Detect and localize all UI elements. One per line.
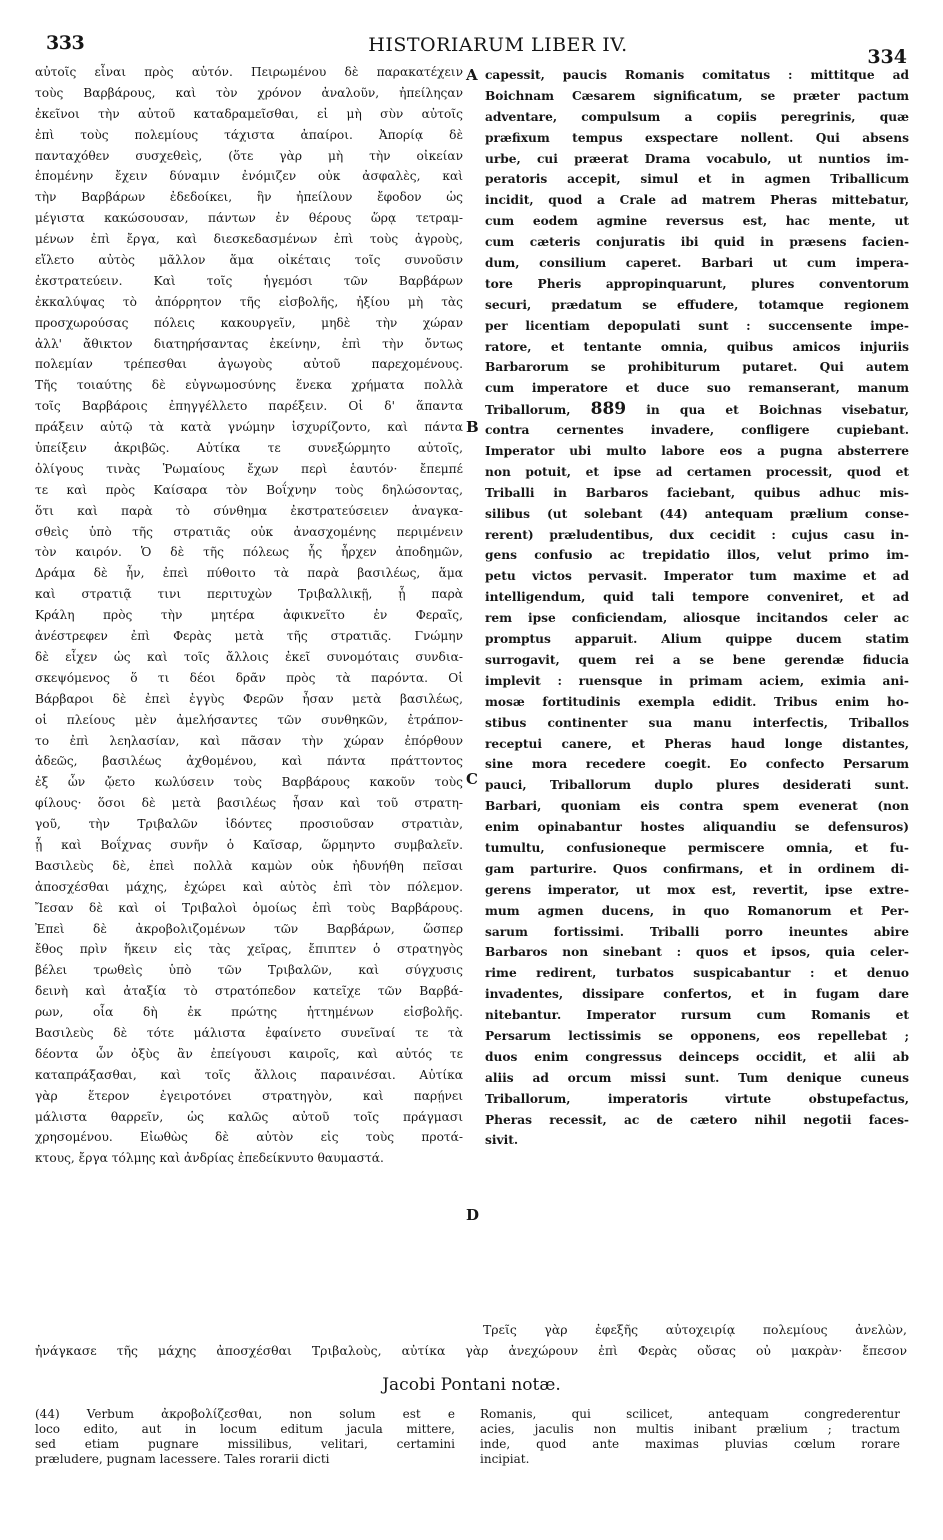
- greek-text-line: εἵλετο αὐτὸς μᾶλλον ἅμα οἰκέταις τοῖς συνοῦσιν: [35, 253, 463, 268]
- latin-column: [485, 65, 909, 1151]
- greek-text-line: ρων, οἷα δὴ ἐκ πρώτης ἡττημένων εἰσβολῆς.: [35, 1005, 463, 1020]
- greek-text-line: δέοντα ὧν ὀξὺς ἂν ἐπείγουσι καιροῖς, καὶ αὐτός τε: [35, 1046, 463, 1061]
- margin-letter-c: C: [466, 770, 478, 788]
- latin-text-line: invadentes, dissipare confertos, et in fugam dare: [485, 987, 909, 1002]
- latin-text-line: duos enim congressus deinceps occidit, et alii ab: [485, 1049, 909, 1064]
- footnote-line: incipiat.: [480, 1451, 530, 1466]
- latin-text-line: intelligendum, quid tali tempore conveniret, et ad: [485, 590, 909, 605]
- greek-text-line: χρησομένου. Εἰωθὼς δὲ αὐτὸν εἰς τοὺς προτά-: [35, 1130, 463, 1145]
- margin-letter-b: B: [466, 418, 479, 436]
- latin-text-line: cum eodem agmine reversus est, hac mente, ut: [485, 214, 909, 229]
- latin-text-line: mum agmen ducens, in quo Romanorum et Per-: [485, 903, 909, 918]
- greek-text-line: πανταχόθεν συσχεθεὶς, (ὅτε γὰρ μὴ τὴν οἰκείαν: [35, 148, 463, 163]
- greek-text-line: Ἐπεὶ δὲ ἀκροβολιζομένων τῶν Βαρβάρων, ὥσπερ: [35, 921, 463, 936]
- latin-text-line: mosæ fortitudinis exempla edidit. Tribus enim ho-: [485, 694, 909, 709]
- greek-text-line: ἀλλ' ἄθικτον διατηρήσαντας ἐκείνην, ἐπὶ τὴν ὄντως: [35, 336, 463, 351]
- footnote-line: acies, jaculis non multis inibant prælium ; tractum: [480, 1421, 900, 1436]
- latin-text-line: enim opinabantur hostes aliquandiu se defensuros): [485, 820, 909, 835]
- latin-text-fragment: in qua et Boichnas visebatur,: [646, 403, 909, 418]
- greek-text-line: ἀνέστρεφεν ἐπὶ Φερὰς μετὰ τῆς στρατιᾶς. Γνώμην: [35, 629, 463, 644]
- latin-text-line: Barbaros non sinebant : quos et ipsos, quia celer-: [485, 945, 909, 960]
- latin-text-line: stibus continenter sua manu interfectis, Triballos: [485, 715, 909, 730]
- latin-text-line: cum cæteris conjuratis ibi quid in præsens facien-: [485, 235, 909, 250]
- margin-letter-d: D: [466, 1206, 480, 1224]
- greek-text-line: πράξειν αὐτῷ τὰ κατὰ γνώμην ἰσχυρίζοντο, καὶ πάντα: [35, 420, 463, 435]
- greek-text-line: τοῖς Βαρβάροις ἐπηγγέλλετο παρέξειν. Οἱ δ' ἅπαντα: [35, 399, 463, 414]
- greek-text-line: το ἐπὶ λεηλασίαν, καὶ πᾶσαν τὴν χώραν ἐπόρθουν: [35, 733, 463, 748]
- latin-text-line: ratore, et tentante omnia, quibus amicos injuriis: [485, 339, 909, 354]
- latin-text-line: securi, prædatum se effudere, totamque regionem: [485, 297, 909, 312]
- greek-text-line: δὲ εἶχεν ὡς καὶ τοῖς ἄλλοις ἐκεῖ συνομόταις συνδια-: [35, 649, 463, 664]
- latin-text-line: Triballorum, imperatoris virtute obstupefactus,: [485, 1091, 909, 1106]
- greek-text-line: ὅτι καὶ παρὰ τὸ σύνθημα ἐκστρατεύσειεν ἀναγκα-: [35, 503, 463, 518]
- full-width-greek: [35, 1320, 907, 1362]
- greek-text-line: Κράλη πρὸς τὴν μητέρα ἀφικνεῖτο ἐν Φεραῖς,: [35, 608, 463, 623]
- latin-text-line: rime redirent, turbatos suspicabantur : et denuo: [485, 966, 909, 981]
- latin-text-line: gens confusio ac trepidatio illos, velut primo im-: [485, 548, 909, 563]
- footnote-left-column: [35, 1407, 455, 1467]
- greek-text-line: ᾗ καὶ Βοΐχνας συνῆν ὁ Καῖσαρ, ὥρμηντο συμβαλεῖν.: [35, 837, 463, 852]
- latin-text-line: urbe, cui præerat Drama vocabulo, ut nuntios im-: [485, 151, 909, 166]
- greek-text-line: τε καὶ πρὸς Καίσαρα τὸν Βοΐχνην τοὺς δηλώσοντας,: [35, 482, 463, 497]
- greek-text-line: Βασιλεὺς δὲ, ἐπεὶ πολλὰ καμὼν οὐκ ἠδυνήθη πεῖσαι: [35, 858, 463, 873]
- latin-text-line: Imperator ubi multo labore eos a pugna absterrere: [485, 444, 909, 459]
- greek-text-line: οἱ πλείους μὲν ἀμελήσαντες τῶν συνθηκῶν, ἐτράπον-: [35, 712, 463, 727]
- greek-text-line: μέγιστα κακώσουσαν, πάντων ἐν θέρους ὥρᾳ τετραμ-: [35, 211, 463, 226]
- latin-text-line: non potuit, et ipse ad certamen processit, quod et: [485, 464, 909, 479]
- greek-text-line: σκεψόμενος ὅ τι δέοι δρᾶν πρὸς τὰ παρόντα. Οἱ: [35, 670, 463, 685]
- greek-text-line: ἐπὶ τοὺς πολεμίους τάχιστα ἀπαίροι. Ἀπορίᾳ δὲ: [35, 127, 463, 142]
- greek-text-line: βέλει τρωθεὶς ὑπὸ τῶν Τριβαλῶν, καὶ σύγχυσις: [35, 963, 463, 978]
- latin-text-line: adventare, compulsum a copiis peregrinis, quæ: [485, 109, 909, 124]
- latin-text-line: [485, 399, 909, 420]
- greek-text-line: μάλιστα θαρρεῖν, ὡς καλῶς αὐτοῦ τοῖς πράγμασι: [35, 1109, 463, 1124]
- latin-text-line: sivit.: [485, 1133, 519, 1148]
- greek-column: [35, 62, 463, 1169]
- latin-text-line: Pheras recessit, ac de cætero nihil negotii faces-: [485, 1112, 909, 1127]
- greek-text-line: καταπράξασθαι, καὶ τοῖς ἄλλοις παραινέσαι. Αὐτίκα: [35, 1067, 463, 1082]
- latin-text-line: surrogavit, quem rei a se bene gerendæ fiducia: [485, 652, 909, 667]
- latin-text-line: cum imperatore et duce suo remanserant, manum: [485, 381, 909, 396]
- running-header: [38, 28, 921, 68]
- greek-text-line: πολεμίαν τρέπεσθαι ἀγωγοὺς αὐτοῦ παρεχομένους.: [35, 357, 463, 372]
- latin-text-line: rem ipse conficiendam, aliosque incitandos celer ac: [485, 611, 909, 626]
- latin-text-line: gerens imperator, ut mox est, revertit, ipse extre-: [485, 882, 909, 897]
- greek-text-line: τὸν καιρόν. Ὁ δὲ τῆς πόλεως ἧς ἦρχεν ἀποδημῶν,: [35, 545, 463, 560]
- greek-text-line: ἐκκαλύψας τὸ ἀπόρρητον τῆς εἰσβολῆς, ἠξίου μὴ τὰς: [35, 294, 463, 309]
- footnote-line: Romanis, qui scilicet, antequam congrederentur: [480, 1407, 900, 1421]
- latin-text-line: petu victos pervasit. Imperator tum maxime et ad: [485, 569, 909, 584]
- latin-text-line: tumultu, confusioneque permiscere omnia, et fu-: [485, 840, 909, 855]
- full-width-text-line: Τρεῖς γὰρ ἐφεξῆς αὐτοχειρίᾳ πολεμίους ἀνελὼν,: [483, 1322, 907, 1337]
- footnote-line: sed etiam pugnare missilibus, velitari, certamini: [35, 1436, 455, 1451]
- latin-text-line: Persarum lectissimis se opponens, eos repellebat ;: [485, 1028, 909, 1043]
- greek-text-line: Βασιλεὺς δὲ τότε μάλιστα ἐφαίνετο συνεῖναί τε τὰ: [35, 1025, 463, 1040]
- latin-text-line: rerent) præludentibus, dux cecidit : cujus casu in-: [485, 527, 909, 542]
- latin-text-line: tore Pheris appropinquarunt, plures conventorum: [485, 276, 909, 291]
- latin-text-line: incidit, quod a Crale ad matrem Pheras mittebatur,: [485, 193, 909, 208]
- greek-text-line: ἔθος πρὶν ἥκειν εἰς τὰς χεῖρας, ἔπιπτεν ὁ στρατηγὸς: [35, 942, 463, 957]
- latin-text-line: capessit, paucis Romanis comitatus : mittitque ad: [485, 68, 909, 82]
- latin-text-fragment: Triballorum,: [485, 403, 571, 418]
- latin-text-line: pauci, Triballorum duplo plures desiderati sunt.: [485, 778, 909, 793]
- latin-text-line: dum, consilium caperet. Barbari ut cum impera-: [485, 256, 909, 271]
- greek-text-line: ἀδεῶς, βασιλέως ἀχθομένου, καὶ πάντα πράττοντος: [35, 754, 463, 769]
- margin-letter-a: A: [466, 66, 478, 84]
- greek-text-line: Τῆς τοιαύτης δὲ εὐγνωμοσύνης ἕνεκα χρήματα πολλὰ: [35, 378, 463, 393]
- greek-text-line: αὐτοῖς εἶναι πρὸς αὐτόν. Πειρωμένου δὲ παρακατέχειν: [35, 65, 463, 79]
- latin-text-line: contra cernentes invadere, confligere cupiebant.: [485, 423, 909, 438]
- greek-text-line: καὶ στρατιᾷ τινι περιτυχὼν Τριβαλλικῇ, ᾗ παρὰ: [35, 587, 463, 602]
- latin-text-line: Barbarorum se prohibiturum putaret. Qui autem: [485, 360, 909, 375]
- greek-text-line: τοὺς Βαρβάρους, καὶ τὸν χρόνον ἀναλοῦν, ἠπείληςαν: [35, 85, 463, 100]
- greek-text-line: Βάρβαροι δὲ ἐπεὶ ἐγγὺς Φερῶν ἦσαν μετὰ βασιλέως,: [35, 691, 463, 706]
- latin-text-line: per licentiam depopulati sunt : succensente impe-: [485, 318, 909, 333]
- greek-text-line: ὀλίγους τινὰς Ῥωμαίους ἔχων περὶ ἑαυτόν· ἔπεμπέ: [35, 461, 463, 476]
- greek-text-line: ἐκεῖνοι τὴν αὐτοῦ καταδραμεῖσθαι, εἰ μὴ σὺν αὐτοῖς: [35, 106, 463, 121]
- latin-text-line: implevit : ruensque in primam aciem, eximia ani-: [485, 673, 909, 688]
- greek-text-line: Δράμα δὲ ἦν, ἐπεὶ πύθοιτο τὰ παρὰ βασιλέως, ἅμα: [35, 566, 463, 581]
- latin-text-line: silibus (ut solebant (44) antequam prælium conse-: [485, 506, 909, 521]
- footnote-right-column: [480, 1407, 900, 1467]
- greek-text-line: ἐκστρατεύειν. Καὶ τοῖς ἡγεμόσι τῶν Βαρβάρων: [35, 273, 463, 288]
- greek-text-line: κτους, ἔργα τόλμης καὶ ἀνδρίας ἐπεδείκνυτο θαυμαστά.: [35, 1151, 384, 1166]
- latin-text-line: nitebantur. Imperator rursum cum Romanis et: [485, 1008, 909, 1023]
- latin-text-line: aliis ad orcum missi sunt. Tum denique cuneus: [485, 1070, 909, 1085]
- latin-text-line: receptui canere, et Pheras haud longe distantes,: [485, 736, 909, 751]
- latin-text-line: Boichnam Cæsarem significatum, se præter pactum: [485, 88, 909, 103]
- latin-text-line: promptus apparuit. Alium quippe ducem statim: [485, 632, 909, 647]
- footnote-line: inde, quod ante maximas pluvias cœlum rorare: [480, 1436, 900, 1451]
- latin-text-line: gam parturire. Quos confirmans, et in ordinem di-: [485, 861, 909, 876]
- running-title: HISTORIARUM LIBER IV.: [368, 34, 628, 56]
- greek-text-line: Ἴεσαν δὲ καὶ οἱ Τριβαλοὶ ὁμοίως ἐπὶ τοὺς Βαρβάρους.: [35, 900, 463, 915]
- greek-text-line: προσχωρούσας πόλεις κακουργεῖν, μηδὲ τὴν χώραν: [35, 315, 463, 330]
- notes-heading: Jacobi Pontani notæ.: [382, 1375, 561, 1395]
- greek-text-line: ἀποσχέσθαι μάχης, ἐχώρει καὶ αὐτὸς ἐπὶ τὸν πόλεμον.: [35, 879, 463, 894]
- footnote-line: loco edito, aut in locum editum jacula mittere,: [35, 1421, 455, 1436]
- greek-text-line: γοῦ, τὴν Τριβαλῶν ἰδόντες προσιοῦσαν στρατιὰν,: [35, 817, 463, 832]
- greek-text-line: ἐξ ὧν ᾤετο κωλύσειν τοὺς Βαρβάρους κακοῦν τοὺς: [35, 775, 463, 790]
- greek-text-line: ἑπομένην ἔχειν δύναμιν ἐνόμιζεν οὐκ ἀσφαλὲς, καὶ: [35, 169, 463, 184]
- page-number-right: 334: [867, 46, 907, 68]
- greek-text-line: φίλους· ὅσοι δὲ μετὰ βασιλέως ἦσαν καὶ τοῦ στρατη-: [35, 796, 463, 811]
- greek-text-line: ὑπείξειν ἀκριβῶς. Αὐτίκα τε συνεξώρμητο αὐτοῖς,: [35, 441, 463, 456]
- footnote-line: (44) Verbum ἀκροβολίζεσθαι, non solum est e: [35, 1407, 455, 1421]
- latin-text-line: peratoris accepit, simul et in agmen Triballicum: [485, 172, 909, 187]
- greek-text-line: δεινὴ καὶ ἀταξία τὸ στρατόπεδον κατεῖχε τῶν Βαρβά-: [35, 984, 463, 999]
- footnote-line: præludere, pugnam lacessere. Tales rorarii dicti: [35, 1451, 330, 1466]
- greek-text-line: τὴν Βαρβάρων ἐδεδοίκει, ἣν ἠπείλουν ἔφοδον ὡς: [35, 190, 463, 205]
- greek-text-line: γὰρ ἕτερον ἐγειροτόνει στρατηγὸν, καὶ παρῄνει: [35, 1088, 463, 1103]
- edition-page-number: 889: [590, 399, 627, 420]
- latin-text-line: Triballi in Barbaros faciebant, quibus adhuc mis-: [485, 485, 909, 500]
- greek-text-line: σθεὶς ὑπὸ τῆς στρατιᾶς οὐκ ἀνασχομένης περιμένειν: [35, 524, 463, 539]
- greek-text-line: μένων ἐπὶ ἔργα, καὶ διεσκεδασμένων ἐπὶ τοὺς ἀγροὺς,: [35, 232, 463, 247]
- latin-text-line: præfixum tempus exspectare nollent. Qui absens: [485, 130, 909, 145]
- full-width-text-line: ἠνάγκασε τῆς μάχης ἀποσχέσθαι Τριβαλοὺς, αὐτίκα γὰρ ἀνεχώρουν ἐπὶ Φερὰς οὔσας οὐ μακρὰν· ἔπεσον: [35, 1342, 907, 1358]
- latin-text-line: sine mora recedere coegit. Eo confecto Persarum: [485, 757, 909, 772]
- page-number-left: 333: [46, 32, 85, 54]
- latin-text-line: sarum fortissimi. Triballi porro ineuntes abire: [485, 924, 909, 939]
- latin-text-line: Barbari, quoniam eis contra spem evenerat (non: [485, 799, 909, 814]
